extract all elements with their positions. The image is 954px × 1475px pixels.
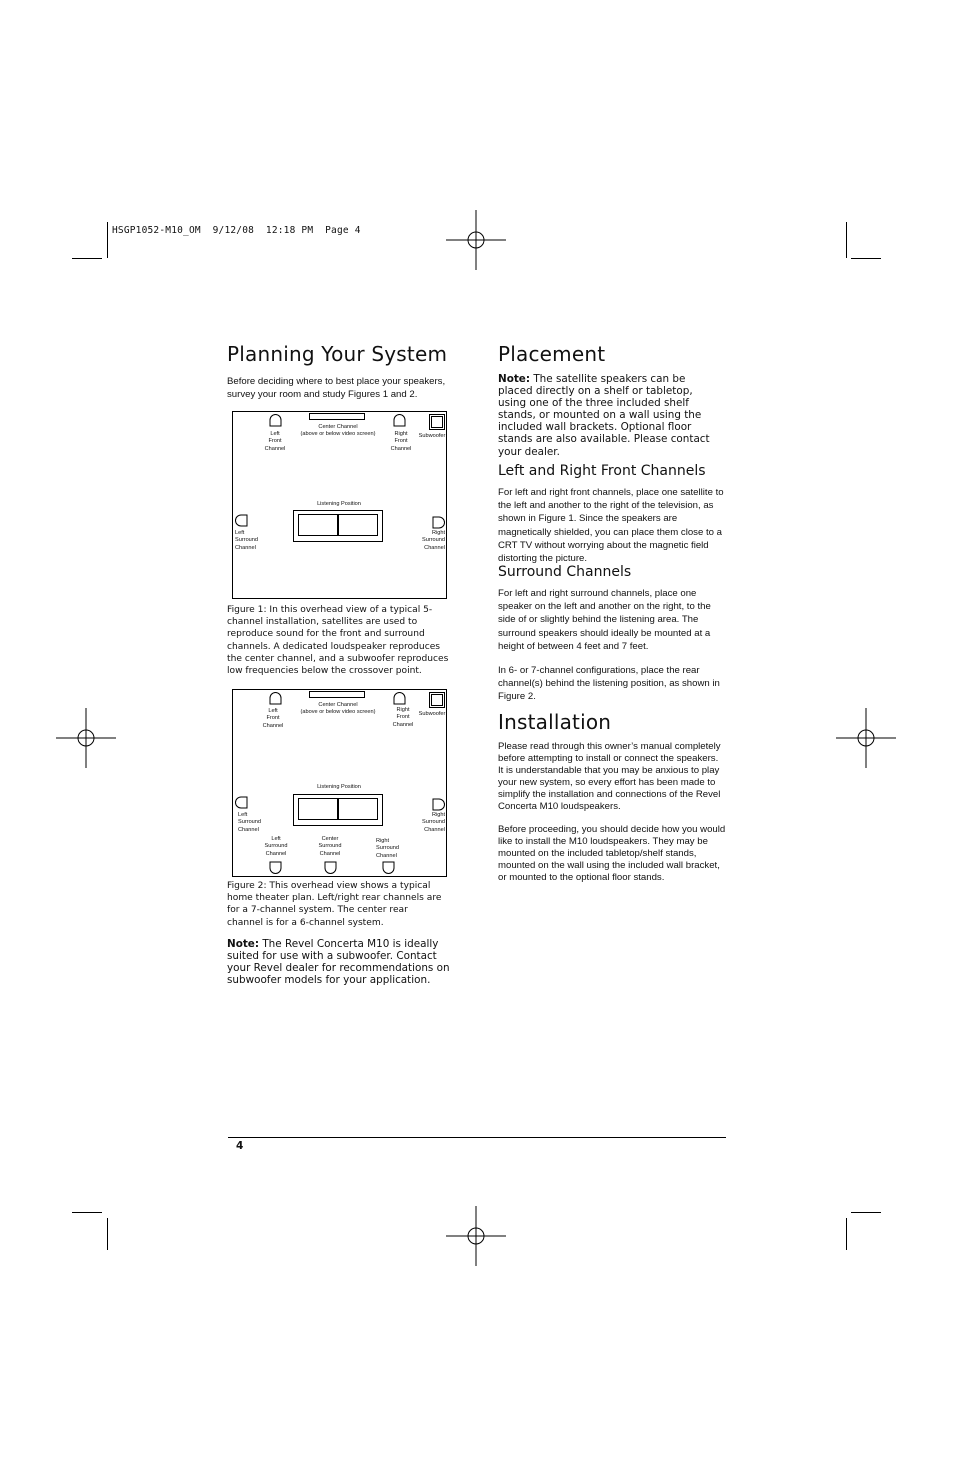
left-surround-speaker-icon	[235, 796, 248, 809]
right-rear-speaker-icon	[382, 861, 395, 874]
surround-channels-text: For left and right surround channels, place one speaker on the left and another on the right, to the side of or slightly behind the listening area. The surround speakers should ideally be mounted at a height of between 4 feet and 7 feet.	[498, 588, 711, 652]
center-speaker-icon	[309, 413, 365, 420]
right-front-speaker-icon	[393, 414, 406, 427]
label-left-front: Left Front Channel	[262, 708, 284, 729]
registration-mark-icon	[446, 210, 506, 270]
note-label: Note:	[227, 938, 260, 950]
note-body: The Revel Concerta M10 is ideally suited for use with a subwoofer. Contact your Revel dealer for recommendations on subwoofer models for your application.	[227, 938, 450, 987]
label-right-surround: Right Surround Channel	[421, 812, 445, 833]
label-center-rear: Center Surround Channel	[318, 836, 342, 857]
label-subwoofer: Subwoofer	[418, 433, 446, 439]
crop-mark	[846, 222, 847, 258]
right-front-speaker-icon	[393, 692, 406, 705]
subwoofer-icon	[429, 414, 445, 430]
crop-mark	[72, 1212, 102, 1213]
subwoofer-note	[227, 938, 459, 986]
page-number: 4	[236, 1140, 244, 1152]
registration-mark-icon	[836, 708, 896, 768]
left-front-speaker-icon	[269, 692, 282, 705]
installation-text-2: Before proceeding, you should decide how you would like to install the M10 loudspeakers. They may be mounted on the included tabletop/shelf stands, mounted on the wall using the included wall bracket, or mounted to the optional floor stands.	[498, 824, 726, 883]
label-listening-position: Listening Position	[317, 784, 361, 790]
label-left-rear: Left Surround Channel	[264, 836, 288, 857]
crop-mark	[107, 1218, 108, 1250]
right-surround-speaker-icon	[432, 516, 445, 529]
front-channels-text: For left and right front channels, place one satellite to the left and another to the right of the television, as shown in Figure 1. Since the speakers are magnetically shielded, you can place them close to a CRT TV without worrying about the magnetic field distorting the picture.	[498, 487, 724, 565]
figure-2-diagram	[232, 689, 447, 877]
center-rear-speaker-icon	[324, 861, 337, 874]
registration-mark-icon	[56, 708, 116, 768]
label-right-front: Right Front Channel	[392, 707, 414, 728]
installation-text: Please read through this owner’s manual completely before attempting to install or connect the speakers. It is understandable that you may be anxious to play your new system, so every effort has been made to simplify the installation and connections of the Revel Concerta M10 loudspeakers.	[498, 741, 721, 812]
label-center-channel: Center Channel (above or below video screen)	[300, 424, 376, 438]
registration-mark-icon	[446, 1206, 506, 1266]
left-rear-speaker-icon	[269, 861, 282, 874]
label-right-surround: Right Surround Channel	[421, 530, 445, 551]
section-title-placement: Placement	[498, 342, 606, 366]
crop-mark	[851, 258, 881, 259]
placement-note	[498, 373, 720, 458]
subwoofer-icon	[429, 692, 445, 708]
sofa-icon	[293, 794, 383, 826]
figure-2-caption: Figure 2: This overhead view shows a typical home theater plan. Left/right rear channels are for a 7-channel system. The center rear channel is for a 6-channel system.	[227, 881, 442, 928]
label-listening-position: Listening Position	[317, 501, 361, 507]
label-left-surround: Left Surround Channel	[235, 530, 259, 551]
section-title-planning: Planning Your System	[227, 342, 448, 366]
label-right-front: Right Front Channel	[390, 431, 412, 452]
figure-1-caption: Figure 1: In this overhead view of a typical 5-channel installation, satellites are used to reproduce sound for the front and surround channels. A dedicated loudspeaker reproduces the center channel, and a subwoofer reproduces low frequencies below the crossover point.	[227, 605, 449, 677]
label-center-channel: Center Channel (above or below video screen)	[300, 702, 376, 716]
surround-channels-text-2: In 6- or 7-channel configurations, place the rear channel(s) behind the listening position, as shown in Figure 2.	[498, 665, 720, 703]
subsection-title-front-channels: Left and Right Front Channels	[498, 463, 706, 479]
subsection-title-surround-channels: Surround Channels	[498, 564, 632, 580]
footer-rule	[228, 1137, 726, 1138]
crop-mark	[846, 1218, 847, 1250]
sofa-icon	[293, 510, 383, 542]
center-speaker-icon	[309, 691, 365, 698]
label-left-front: Left Front Channel	[264, 431, 286, 452]
print-slug: HSGP1052-M10_OM 9/12/08 12:18 PM Page 4	[112, 225, 361, 236]
label-right-rear: Right Surround Channel	[376, 838, 400, 859]
left-surround-speaker-icon	[235, 514, 248, 527]
label-subwoofer: Subwoofer	[418, 711, 446, 717]
right-surround-speaker-icon	[432, 798, 445, 811]
crop-mark	[107, 222, 108, 258]
figure-1-diagram	[232, 411, 447, 599]
section-title-installation: Installation	[498, 710, 612, 734]
planning-intro: Before deciding where to best place your speakers, survey your room and study Figures 1 and 2.	[227, 376, 446, 401]
label-left-surround: Left Surround Channel	[238, 812, 262, 833]
crop-mark	[851, 1212, 881, 1213]
note-body: The satellite speakers can be placed directly on a shelf or tabletop, using one of the three included shelf stands, or mounted on a wall using the included wall brackets. Optional floor stands are also available. Please contact your dealer.	[498, 373, 710, 458]
left-front-speaker-icon	[269, 414, 282, 427]
note-label: Note:	[498, 373, 531, 385]
crop-mark	[72, 258, 102, 259]
